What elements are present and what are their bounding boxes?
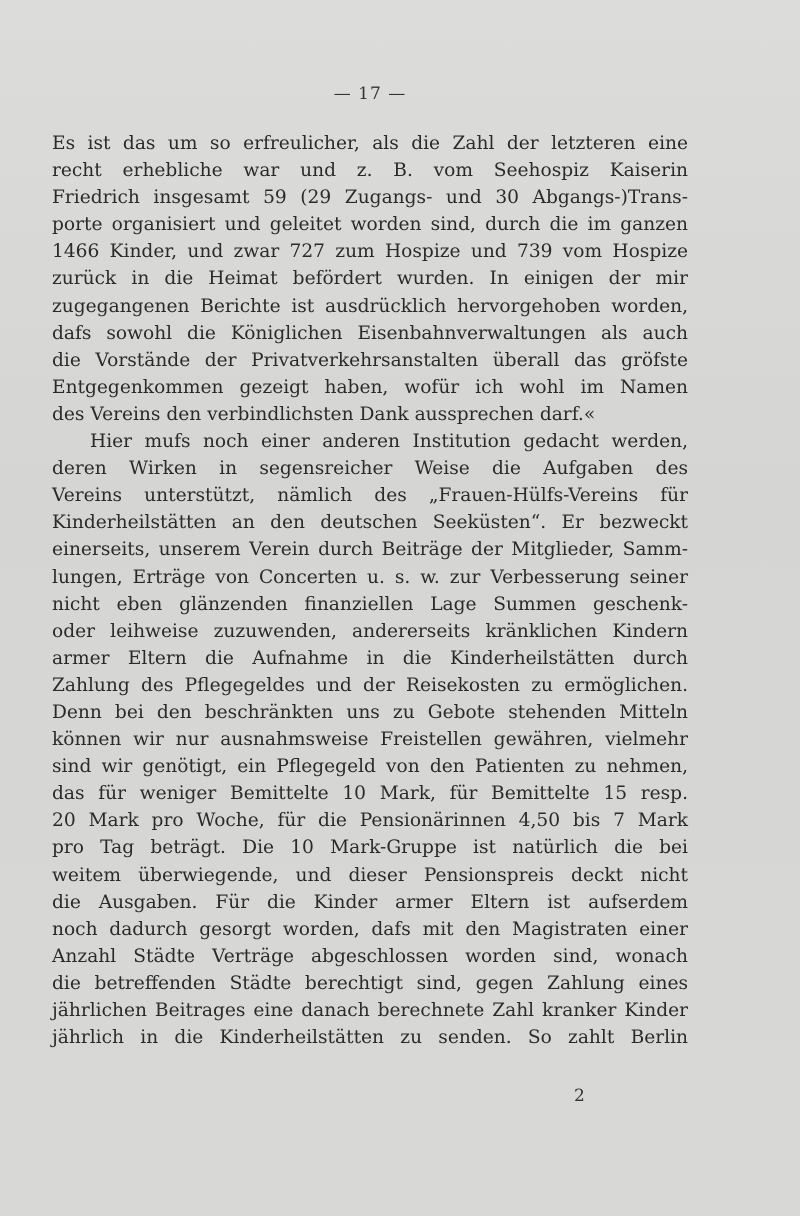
text-line: Denn bei den beschränkten uns zu Gebote stehenden Mitteln	[52, 701, 688, 723]
text-line: 20 Mark pro Woche, für die Pensionärinnen 4,50 bis 7 Mark	[52, 810, 688, 832]
text-line: sind wir genötigt, ein Pflegegeld von den Patienten zu nehmen,	[52, 756, 688, 778]
body-text	[52, 130, 688, 1051]
text-line: Kinderheilstätten an den deutschen Seeküsten“. Er bezweckt	[52, 512, 688, 534]
text-line: lungen, Erträge von Concerten u. s. w. zur Verbesserung seiner	[52, 566, 688, 588]
text-line: oder leihweise zuzuwenden, andererseits kränklichen Kindern	[52, 620, 688, 642]
text-line: des Vereins den verbindlichsten Dank aussprechen darf.«	[52, 403, 596, 425]
text-line: die betreffenden Städte berechtigt sind, gegen Zahlung eines	[52, 972, 688, 994]
text-line: 1466 Kinder, und zwar 727 zum Hospize und 739 vom Hospize	[52, 241, 688, 263]
text-line: jährlichen Beitrages eine danach berechnete Zahl kranker Kinder	[52, 1000, 688, 1021]
text-line: die Vorstände der Privatverkehrsanstalten überall das gröfste	[52, 349, 688, 371]
text-line: zurück in die Heimat befördert wurden. In einigen der mir	[52, 268, 688, 290]
page-number: — 17 —	[333, 84, 407, 104]
signature-mark: 2	[574, 1086, 585, 1106]
text-line: Vereins unterstützt, nämlich des „Frauen-Hülfs-Vereins für	[52, 485, 688, 507]
text-line: Entgegenkommen gezeigt haben, wofür ich wohl im Namen	[52, 376, 688, 398]
text-line: einerseits, unserem Verein durch Beiträge der Mitglieder, Samm-	[52, 539, 688, 561]
text-line: Anzahl Städte Verträge abgeschlossen worden sind, wonach	[52, 945, 688, 967]
text-line: deren Wirken in segensreicher Weise die Aufgaben des	[52, 458, 688, 480]
text-line: noch dadurch gesorgt worden, dafs mit den Magistraten einer	[52, 918, 688, 940]
text-line: jährlich in die Kinderheilstätten zu senden. So zahlt Berlin	[52, 1027, 688, 1049]
text-line: zugegangenen Berichte ist ausdrücklich hervorgehoben worden,	[52, 295, 688, 317]
text-line: Hier mufs noch einer anderen Institution gedacht werden,	[90, 431, 688, 453]
text-line: porte organisiert und geleitet worden sind, durch die im ganzen	[52, 214, 688, 236]
text-line: dafs sowohl die Königlichen Eisenbahnverwaltungen als auch	[52, 322, 688, 344]
text-line: Friedrich insgesamt 59 (29 Zugangs- und 30 Abgangs-)Trans-	[52, 187, 688, 209]
text-line: Zahlung des Pflegegeldes und der Reisekosten zu ermöglichen.	[52, 674, 688, 696]
text-line: Es ist das um so erfreulicher, als die Zahl der letzteren eine	[52, 133, 688, 154]
text-line: pro Tag beträgt. Die 10 Mark-Gruppe ist natürlich die bei	[52, 837, 688, 859]
text-line: können wir nur ausnahmsweise Freistellen gewähren, vielmehr	[52, 729, 688, 751]
text-line: nicht eben glänzenden finanziellen Lage Summen geschenk-	[52, 593, 688, 615]
text-line: weitem überwiegende, und dieser Pensionspreis deckt nicht	[52, 864, 688, 886]
text-line: recht erhebliche war und z. B. vom Seehospiz Kaiserin	[52, 160, 688, 182]
text-line: das für weniger Bemittelte 10 Mark, für Bemittelte 15 resp.	[52, 783, 688, 805]
text-line: die Ausgaben. Für die Kinder armer Eltern ist aufserdem	[52, 891, 688, 913]
text-line: armer Eltern die Aufnahme in die Kinderheilstätten durch	[52, 647, 688, 669]
